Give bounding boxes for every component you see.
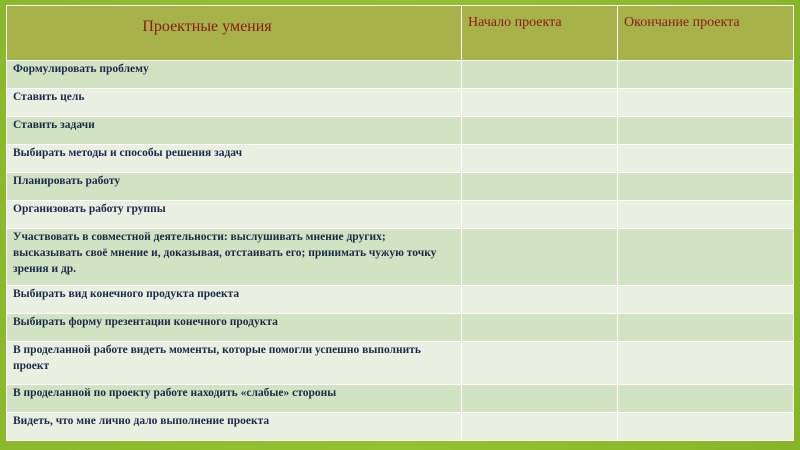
skill-cell: Видеть, что мне лично дало выполнение проекта [7,413,462,441]
header-end: Окончание проекта [618,6,794,61]
table-row [7,61,794,89]
end-cell [618,413,794,441]
header-skills: Проектные умения [7,6,462,61]
start-cell [462,342,618,385]
table-row [7,229,794,286]
start-cell [462,229,618,286]
start-cell [462,117,618,145]
skill-cell: В проделанной работе видеть моменты, которые помогли успешно выполнить проект [7,342,462,385]
start-cell [462,314,618,342]
table-row [7,385,794,413]
skill-cell: Формулировать проблему [7,61,462,89]
start-cell [462,286,618,314]
start-cell [462,145,618,173]
skill-cell: Участвовать в совместной деятельности: выслушивать мнение других; высказывать своё мнение и, доказывая, отстаивать его; принимать чужую точку зрения и др. [7,229,462,286]
start-cell [462,61,618,89]
start-cell [462,413,618,441]
end-cell [618,286,794,314]
skill-cell: В проделанной по проекту работе находить «слабые» стороны [7,385,462,413]
end-cell [618,61,794,89]
start-cell [462,89,618,117]
skill-cell: Выбирать форму презентации конечного продукта [7,314,462,342]
table-row [7,145,794,173]
table-row [7,342,794,385]
end-cell [618,145,794,173]
end-cell [618,117,794,145]
skill-cell: Выбирать методы и способы решения задач [7,145,462,173]
skill-cell: Планировать работу [7,173,462,201]
table-row [7,314,794,342]
table-row [7,286,794,314]
end-cell [618,342,794,385]
skill-cell: Выбирать вид конечного продукта проекта [7,286,462,314]
start-cell [462,201,618,229]
skills-table [6,5,794,441]
end-cell [618,314,794,342]
end-cell [618,385,794,413]
skill-cell: Ставить задачи [7,117,462,145]
end-cell [618,201,794,229]
end-cell [618,229,794,286]
table-row [7,89,794,117]
header-start: Начало проекта [462,6,618,61]
table-row [7,201,794,229]
skill-cell: Организовать работу группы [7,201,462,229]
start-cell [462,385,618,413]
table-header-row [7,6,794,61]
table-row [7,173,794,201]
table-row [7,117,794,145]
start-cell [462,173,618,201]
skill-cell: Ставить цель [7,89,462,117]
end-cell [618,173,794,201]
end-cell [618,89,794,117]
table-row [7,413,794,441]
